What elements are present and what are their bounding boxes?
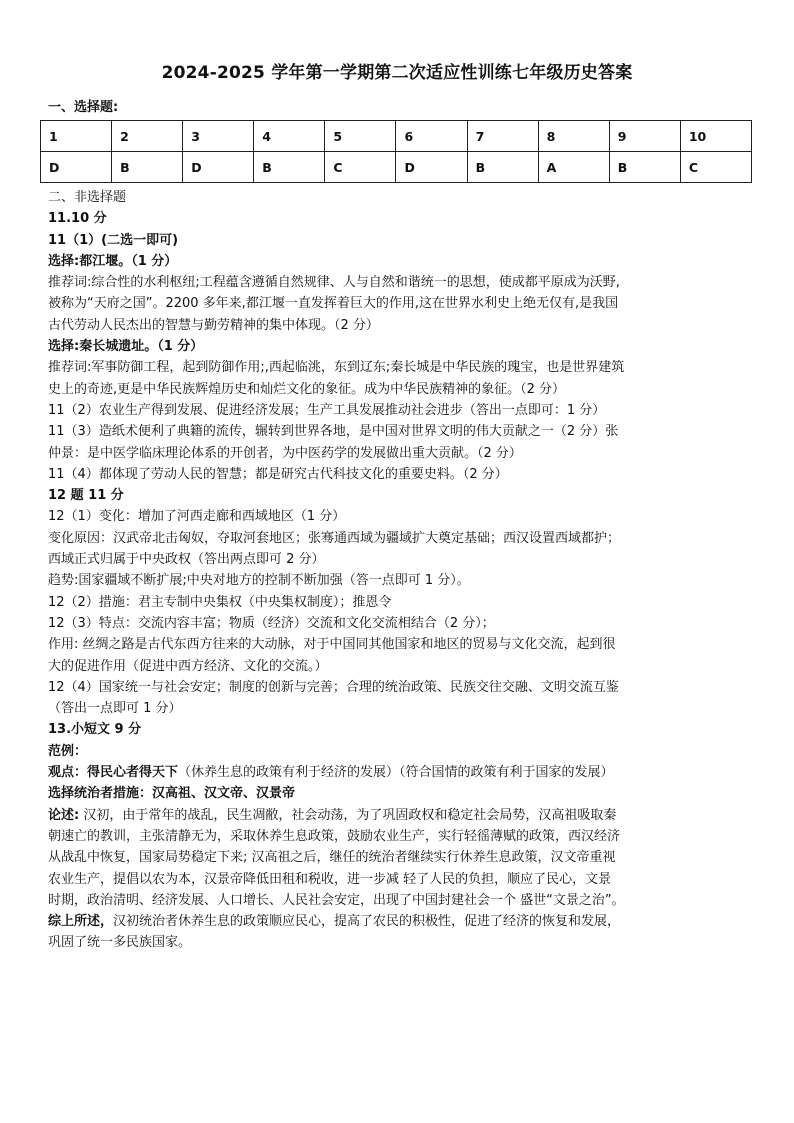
answer-cell: D (41, 152, 112, 183)
answer-text-line: 11.10 分 (48, 211, 107, 227)
answer-cell: D (396, 152, 467, 183)
page-title: 2024-2025 学年第一学期第二次适应性训练七年级历史答案 (161, 63, 633, 83)
answer-cell: B (254, 152, 325, 183)
answer-cell: B (112, 152, 183, 183)
answer-text-line: 二、非选择题 (48, 190, 127, 205)
question-number-cell: 4 (254, 121, 325, 152)
answer-text-line: 12（2）措施：君主专制中央集权（中央集权制度）；推恩令 (48, 594, 392, 610)
question-number-row (41, 121, 752, 152)
answer-text-line: 推荐词:军事防御工程，起到防御作用;,西起临洮，东到辽东;秦长城是中华民族的瑰宝，也是世界建筑 (48, 360, 625, 376)
answer-text-line: 变化原因：汉武帝北击匈奴，夺取河套地区；张骞通西域为疆域扩大奠定基础；西汉设置西域都护； (48, 530, 621, 546)
answer-text-line: 史上的奇迹,更是中华民族辉煌历史和灿烂文化的象征。成为中华民族精神的象征。（2 分） (48, 381, 566, 397)
answer-text-line: 被称为“天府之国”。2200 多年来,都江堰一直发挥着巨大的作用,这在世界水利史上绝无仅有,是我国 (48, 296, 619, 312)
answer-text-line: 农业生产，提倡以农为本，汉景帝降低田租和税收，进一步减 轻了人民的负担，顺应了民心，文景 (48, 871, 612, 887)
answer-text-line: 选择:秦长城遗址。（1 分） (48, 339, 204, 355)
non-choice-answers (48, 187, 760, 954)
question-number-cell: 10 (680, 121, 751, 152)
answer-text-line: 11（3）造纸术便利了典籍的流传，辗转到世界各地，是中国对世界文明的伟大贡献之一（2 分）张 (48, 424, 619, 440)
answer-cell: B (467, 152, 538, 183)
answer-text-line: 推荐词:综合性的水利枢纽;工程蕴含遵循自然规律、人与自然和谐统一的思想，使成都平原成为沃野, (48, 275, 620, 291)
answer-text-line: 范例： (48, 743, 88, 759)
answer-cell: C (680, 152, 751, 183)
line-remainder-text: 汉初统治者休养生息的政策顺应民心，提高了农民的积极性，促进了经济的恢复和发展， (113, 914, 621, 930)
question-number-cell: 2 (112, 121, 183, 152)
answer-text-line: 西域正式归属于中央政权（答出两点即可 2 分） (48, 552, 325, 568)
question-number-cell: 1 (41, 121, 112, 152)
answer-text-line (48, 762, 760, 783)
answer-text-line: 朝速亡的教训，主张清静无为，采取休养生息政策，鼓励农业生产，实行轻徭薄赋的政策，西汉经济 (48, 828, 621, 844)
question-number-cell: 8 (538, 121, 609, 152)
bold-lead-text: 综上所述， (48, 914, 114, 930)
answer-cell: B (609, 152, 680, 183)
section-heading-multiple-choice: 一、选择题: (48, 100, 119, 115)
answer-cell: D (183, 152, 254, 183)
answer-text-line: 大的促进作用（促进中西方经济、文化的交流。） (48, 658, 328, 674)
answer-text-line: 选择:都江堰。（1 分） (48, 253, 178, 269)
bold-lead-text: 观点：得民心者得天下 (48, 765, 179, 781)
answer-text-line: 11（2）农业生产得到发展、促进经济发展；生产工具发展推动社会进步（答出一点即可：1 分） (48, 402, 606, 418)
answer-text-line (48, 805, 760, 826)
question-number-cell: 5 (325, 121, 396, 152)
answer-text-line: 作用: 丝绸之路是古代东西方往来的大动脉，对于中国同其他国家和地区的贸易与文化交流，起到很 (48, 637, 616, 653)
answer-text-line: 12 题 11 分 (48, 488, 124, 504)
question-number-cell: 3 (183, 121, 254, 152)
answer-text-line: 12（4）国家统一与社会安定；制度的创新与完善；合理的统治政策、民族交往交融、文明交流互鉴 (48, 679, 619, 695)
bold-lead-text: 论述: (48, 807, 80, 823)
answer-cell: A (538, 152, 609, 183)
question-number-cell: 7 (467, 121, 538, 152)
answer-text-line: 12（3）特点：交流内容丰富；物质（经济）交流和文化交流相结合（2 分）； (48, 615, 495, 631)
answer-text-line: 12（1）变化：增加了河西走廊和西域地区（1 分） (48, 509, 346, 525)
answer-cell: C (325, 152, 396, 183)
line-remainder-text: （休养生息的政策有利于经济的发展）（符合国情的政策有利于国家的发展） (178, 765, 614, 781)
answer-row (41, 152, 752, 183)
answer-text-line (48, 911, 760, 932)
answer-text-line: 古代劳动人民杰出的智慧与勤劳精神的集中体现。（2 分） (48, 317, 379, 333)
line-remainder-text: 汉初，由于常年的战乱，民生凋敝，社会动荡，为了巩固政权和稳定社会局势，汉高祖吸取秦 (79, 807, 617, 823)
answer-text-line: 从战乱中恢复，国家局势稳定下来; 汉高祖之后，继任的统治者继续实行休养生息政策，汉文帝重视 (48, 850, 616, 866)
answer-text-line: 13.小短文 9 分 (48, 722, 142, 738)
multiple-choice-answer-table (40, 120, 752, 183)
answer-text-line: 时期，政治清明、经济发展、人口增长、人民社会安定，出现了中国封建社会一个 盛世“文景之治”。 (48, 892, 625, 908)
answer-text-line: （答出一点即可 1 分） (48, 701, 182, 717)
question-number-cell: 9 (609, 121, 680, 152)
answer-text-line: 仲景：是中医学临床理论体系的开创者，为中医药学的发展做出重大贡献。（2 分） (48, 445, 522, 461)
answer-text-line: 11（1）(二选一即可) (48, 232, 179, 248)
answer-text-line: 11（4）都体现了劳动人民的智慧；都是研究古代科技文化的重要史料。（2 分） (48, 466, 508, 482)
answer-text-line: 趋势:国家疆域不断扩展;中央对地方的控制不断加强（答一点即可 1 分）。 (48, 573, 470, 589)
answer-text-line: 巩固了统一多民族国家。 (48, 935, 192, 951)
answer-text-line: 选择统治者措施：汉高祖、汉文帝、汉景帝 (48, 786, 296, 802)
question-number-cell: 6 (396, 121, 467, 152)
